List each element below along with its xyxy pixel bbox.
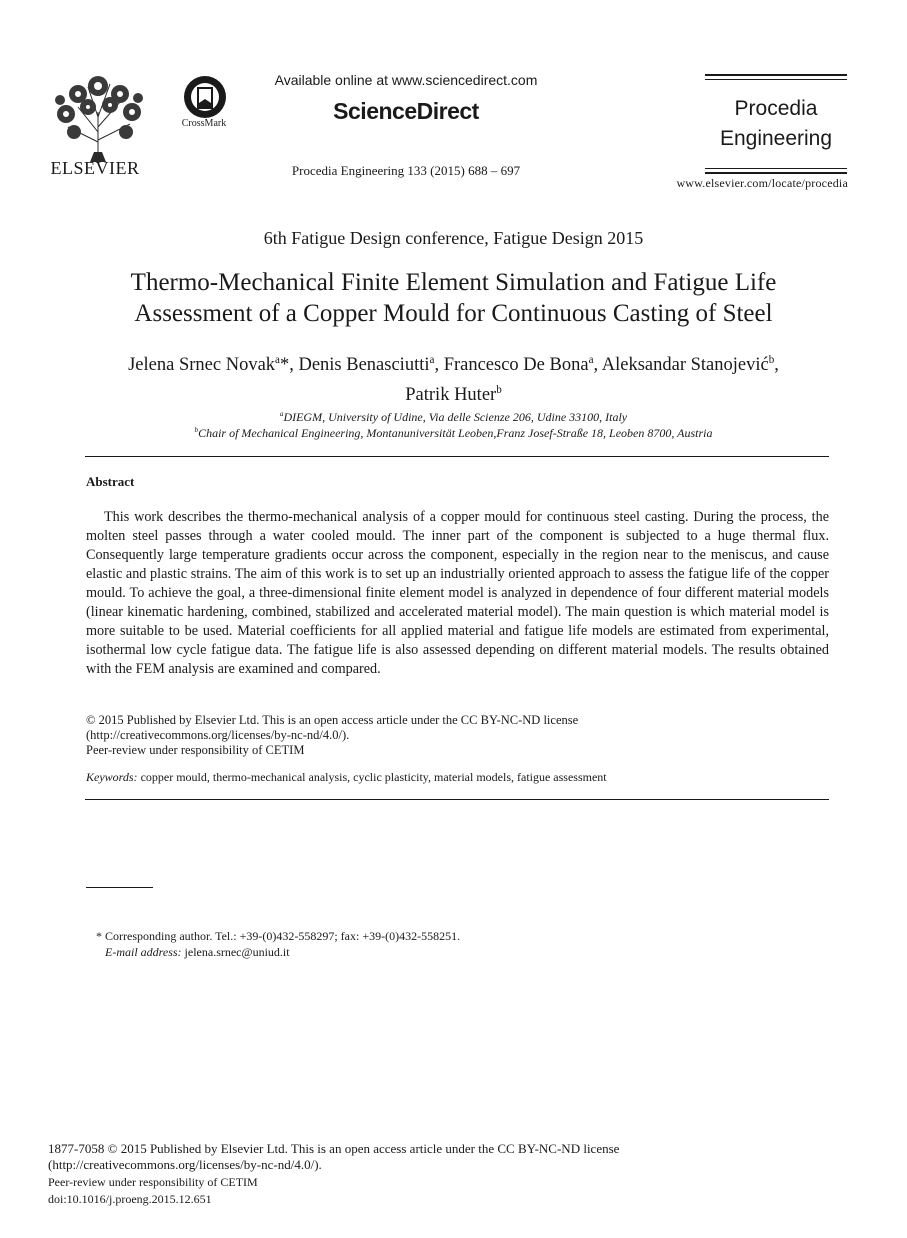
available-online-text: Available online at www.sciencedirect.com	[274, 72, 538, 88]
journal-title-line1: Procedia	[734, 97, 818, 120]
abstract-body: This work describes the thermo-mechanical analysis of a copper mould for continuous steel casting. During the process, the molten steel passes through a water cooled mould. The inner part of the component is subjected to a huge thermal flux. Consequently large temperature gradients occur across the component, especially in the region near to the meniscus, and cause elastic and plastic strains. The aim of this work is to set up an industrially oriented approach to assess the fatigue life of the copper mould. To achieve the goal, a three-dimensional finite element model is analyzed in dependence of four different material models (linear kinematic hardening, combined, stabilized and accelerated material model). The main question is which material model is more suitable to be used. Material coefficients for all applied material and fatigue life models are estimated from experimental, isothermal low cycle fatigue data. The fatigue life is also assessed depending on different material models. The results obtained with the FEM analysis are examined and compared.	[86, 509, 829, 677]
author-sep: ,	[593, 355, 602, 376]
corresponding-author-note: * Corresponding author. Tel.: +39-(0)432-558297; fax: +39-(0)432-558251.	[96, 929, 461, 943]
author-name: Denis Benasciutti	[298, 355, 430, 376]
author-name: Jelena Srnec Novak	[128, 355, 276, 376]
author-affil-mark: a	[429, 354, 435, 366]
abstract-heading: Abstract	[86, 474, 135, 489]
email-line	[105, 945, 290, 960]
journal-title	[705, 94, 847, 154]
author-name: Patrik Huter	[405, 385, 497, 406]
author-sep: ,	[774, 355, 779, 376]
masthead-bottom-rule-thin	[705, 168, 847, 169]
publisher-name: ELSEVIER	[50, 158, 140, 178]
email-address[interactable]: jelena.srnec@uniud.it	[184, 945, 290, 959]
keywords-text: copper mould, thermo-mechanical analysis, cyclic plasticity, material models, fatigue assessment	[140, 770, 607, 784]
affiliation-mark: b	[194, 426, 199, 434]
license-line: © 2015 Published by Elsevier Ltd. This is an open access article under the CC BY-NC-ND license	[86, 713, 579, 727]
keywords	[86, 770, 607, 785]
author-affil-mark: b	[496, 384, 502, 397]
journal-citation: Procedia Engineering 133 (2015) 688 – 697	[291, 163, 521, 178]
author-list	[60, 348, 847, 408]
conference-name: 6th Fatigue Design conference, Fatigue Design 2015	[263, 228, 644, 248]
affiliation-b	[60, 426, 847, 441]
masthead-top-rule	[705, 74, 847, 76]
journal-title-line2: Engineering	[719, 127, 833, 150]
author-name: Francesco De Bona	[443, 355, 589, 376]
masthead-top-rule-thin	[705, 79, 847, 80]
author-affil-mark: b	[768, 354, 775, 366]
author-affil-mark: a	[275, 354, 280, 366]
license-link[interactable]: (http://creativecommons.org/licenses/by-nc-nd/4.0/).	[86, 728, 350, 742]
divider-bottom	[85, 799, 829, 800]
divider-top	[85, 456, 829, 457]
peer-review-note: Peer-review under responsibility of CETIM	[86, 743, 305, 757]
footer-peer-review: Peer-review under responsibility of CETIM	[48, 1175, 258, 1189]
affiliation-text: DIEGM, University of Udine, Via delle Scienze 206, Udine 33100, Italy	[283, 410, 628, 424]
author-sep: *,	[279, 355, 299, 376]
masthead-bottom-rule	[705, 172, 847, 174]
affiliation-mark: a	[279, 410, 284, 418]
footer-doi[interactable]: doi:10.1016/j.proeng.2015.12.651	[48, 1192, 212, 1206]
crossmark-label: CrossMark	[181, 118, 227, 129]
author-affil-mark: a	[588, 354, 594, 366]
affiliation-a	[60, 410, 847, 425]
author-line-1	[60, 348, 847, 378]
title-line-2: Assessment of a Copper Mould for Continuous Casting of Steel	[134, 300, 773, 327]
author-sep: ,	[434, 355, 444, 376]
keywords-label: Keywords:	[86, 770, 138, 784]
affiliation-text: Chair of Mechanical Engineering, Montanuniversität Leoben,Franz Josef-Straße 18, Leoben 8700, Austria	[198, 426, 713, 440]
sciencedirect-logo[interactable]: ScienceDirect	[333, 98, 479, 124]
footer-license-link[interactable]: (http://creativecommons.org/licenses/by-nc-nd/4.0/).	[48, 1157, 322, 1172]
footer-license: 1877-7058 © 2015 Published by Elsevier Ltd. This is an open access article under the CC BY-NC-ND license	[48, 1141, 620, 1156]
email-label: E-mail address:	[105, 945, 182, 959]
journal-masthead	[705, 74, 847, 174]
footnote-rule	[86, 887, 153, 888]
journal-url-link[interactable]: www.elsevier.com/locate/procedia	[676, 176, 848, 190]
author-line-2	[60, 378, 847, 408]
title-line-1: Thermo-Mechanical Finite Element Simulation and Fatigue Life	[130, 269, 777, 296]
author-name: Aleksandar Stanojević	[601, 355, 769, 376]
article-title	[60, 267, 847, 329]
